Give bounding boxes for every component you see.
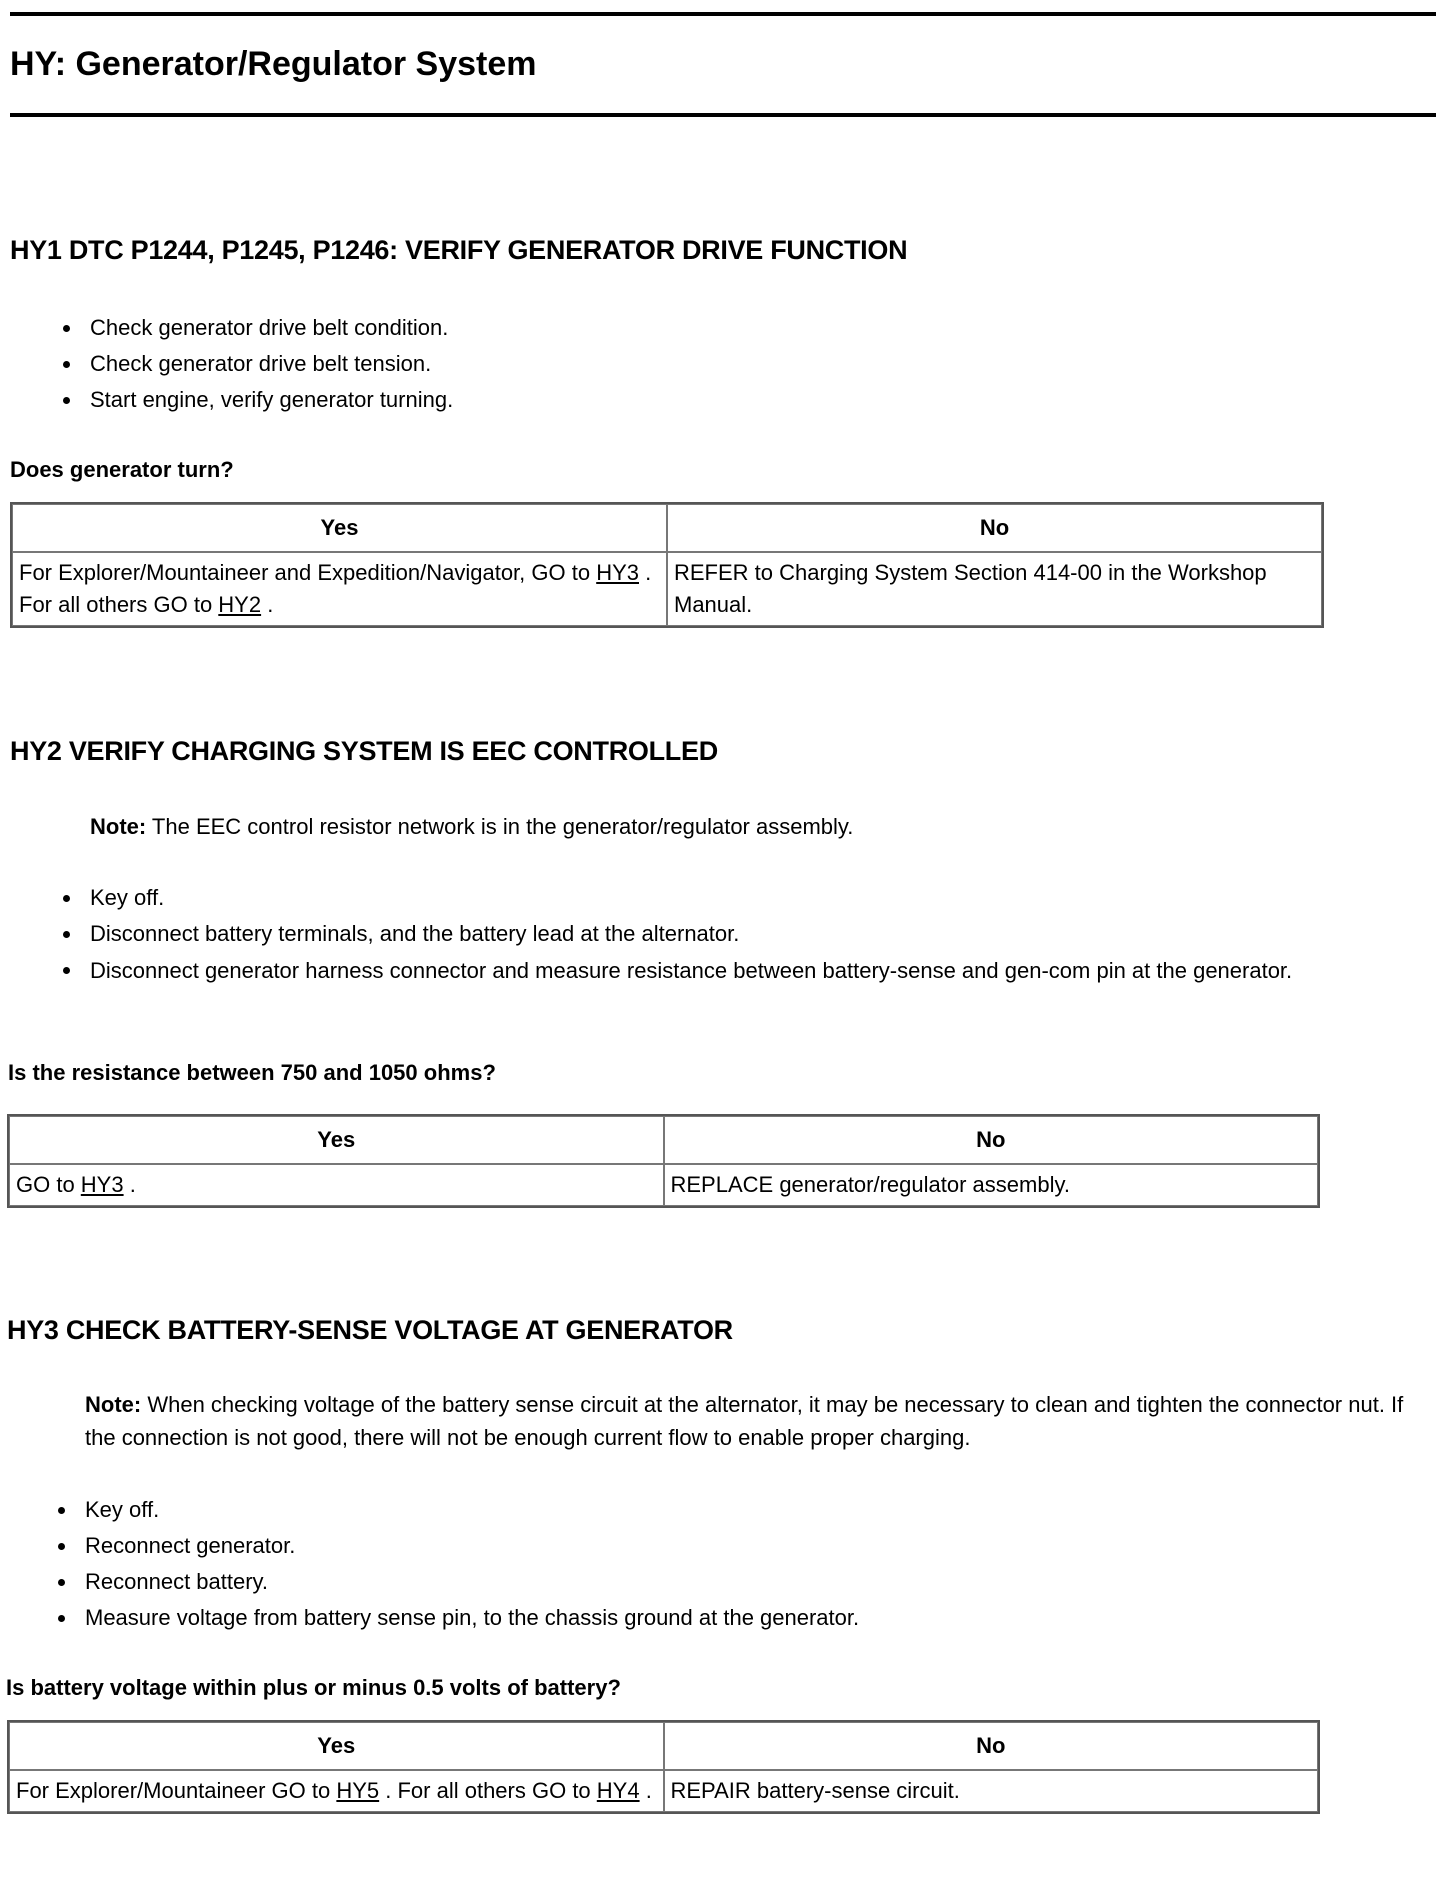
list-item: Check generator drive belt tension.	[90, 346, 453, 382]
no-header: No	[664, 1116, 1319, 1164]
list-item: Measure voltage from battery sense pin, to the chassis ground at the generator.	[85, 1600, 859, 1636]
list-item: Reconnect generator.	[85, 1528, 859, 1564]
note-text: When checking voltage of the battery sense circuit at the alternator, it may be necessary to clean and tighten the connector nut. If the connection is not good, there will not be enough current flow to enable proper charging.	[85, 1392, 1404, 1450]
hy2-question: Is the resistance between 750 and 1050 ohms?	[8, 1060, 496, 1085]
hy1-question: Does generator turn?	[10, 457, 234, 482]
no-header: No	[664, 1722, 1319, 1770]
note-label: Note:	[85, 1392, 142, 1417]
section-heading-hy3: HY3 CHECK BATTERY-SENSE VOLTAGE AT GENERATOR	[7, 1315, 733, 1345]
no-cell: REPAIR battery-sense circuit.	[664, 1770, 1319, 1812]
top-rule	[10, 12, 1436, 16]
list-item: Key off.	[85, 1492, 859, 1528]
yes-text: .	[261, 592, 274, 617]
hy1-decision-table	[10, 502, 1324, 628]
no-cell: REPLACE generator/regulator assembly.	[664, 1164, 1319, 1206]
yes-cell	[12, 552, 667, 626]
yes-header: Yes	[9, 1116, 664, 1164]
yes-text: .	[639, 1778, 652, 1803]
hy3-note	[85, 1388, 1435, 1454]
hy3-decision-table	[7, 1720, 1320, 1814]
list-item: Reconnect battery.	[85, 1564, 859, 1600]
yes-header: Yes	[9, 1722, 664, 1770]
note-text: The EEC control resistor network is in the generator/regulator assembly.	[146, 814, 854, 839]
yes-cell	[9, 1770, 664, 1812]
link-hy3[interactable]: HY3	[596, 560, 639, 585]
yes-cell	[9, 1164, 664, 1206]
link-hy3[interactable]: HY3	[80, 1172, 124, 1197]
hy2-note	[90, 810, 1430, 843]
yes-text: . For all others GO to	[19, 560, 652, 617]
yes-text: For Explorer/Mountaineer and Expedition/Navigator, GO to	[19, 560, 597, 585]
yes-header: Yes	[12, 504, 667, 552]
hy2-decision-table	[7, 1114, 1320, 1208]
no-header: No	[667, 504, 1322, 552]
link-hy5[interactable]: HY5	[336, 1778, 380, 1803]
title-rule	[10, 113, 1436, 117]
yes-text: . For all others GO to	[379, 1778, 597, 1803]
yes-text: .	[123, 1172, 136, 1197]
section-heading-hy2: HY2 VERIFY CHARGING SYSTEM IS EEC CONTROLLED	[10, 736, 718, 766]
hy2-steps	[90, 880, 1430, 987]
list-item: Key off.	[90, 880, 1430, 916]
yes-text: For Explorer/Mountaineer GO to	[16, 1778, 337, 1803]
hy3-steps	[85, 1492, 859, 1636]
page-title: HY: Generator/Regulator System	[10, 45, 537, 83]
yes-text: GO to	[16, 1172, 81, 1197]
section-heading-hy1: HY1 DTC P1244, P1245, P1246: VERIFY GENERATOR DRIVE FUNCTION	[10, 235, 908, 265]
list-item: Start engine, verify generator turning.	[90, 382, 453, 418]
no-cell: REFER to Charging System Section 414-00 in the Workshop Manual.	[667, 552, 1322, 626]
hy3-question: Is battery voltage within plus or minus 0.5 volts of battery?	[6, 1675, 621, 1700]
hy1-steps	[90, 310, 453, 418]
link-hy4[interactable]: HY4	[596, 1778, 640, 1803]
note-label: Note:	[90, 814, 147, 839]
link-hy2[interactable]: HY2	[218, 592, 262, 617]
list-item: Check generator drive belt condition.	[90, 310, 453, 346]
list-item: Disconnect battery terminals, and the battery lead at the alternator.	[90, 916, 1430, 952]
list-item: Disconnect generator harness connector and measure resistance between battery-sense and gen-com pin at the generator.	[90, 952, 1430, 987]
